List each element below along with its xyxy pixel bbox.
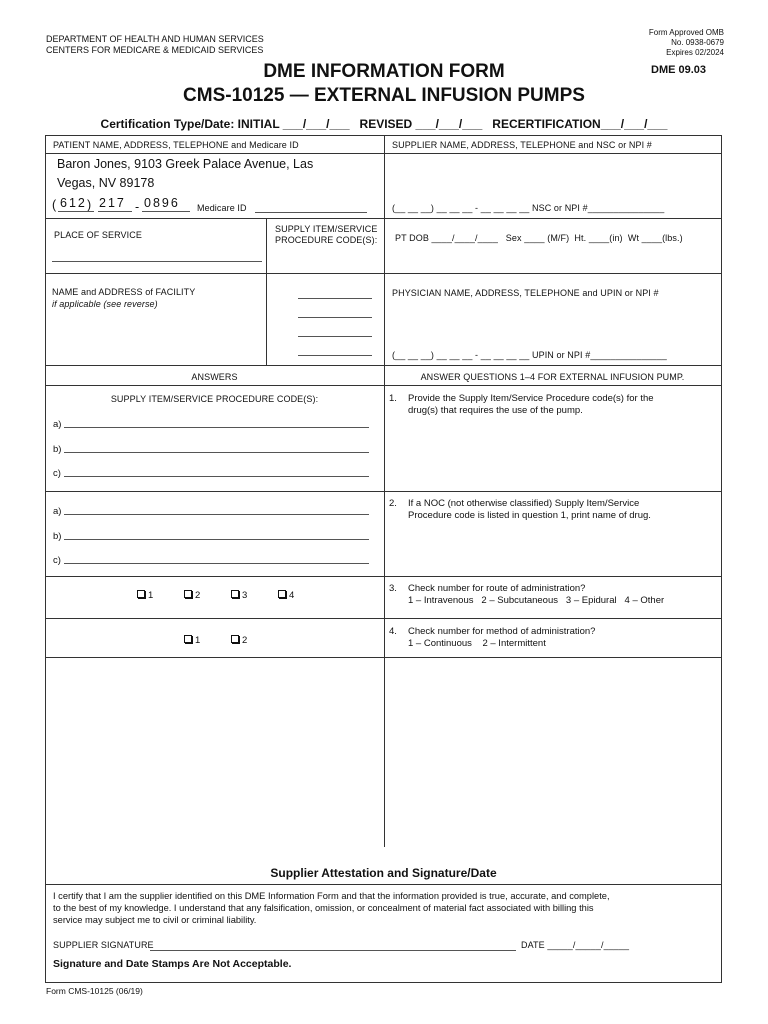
- underline: [58, 211, 94, 212]
- form-code: DME 09.03: [651, 64, 707, 76]
- omb-line-2: No. 0938-0679: [671, 38, 724, 47]
- attestation-text-line-2: to the best of my knowledge. I understand that any falsification, omission, or concealment of material fact associated with billing this: [53, 903, 594, 913]
- answer-letter-c: c): [53, 468, 61, 479]
- facility-label: NAME and ADDRESS of FACILITY: [52, 287, 196, 297]
- attestation-text-line-1: I certify that I am the supplier identified on this DME Information Form and that the information provided is true, accurate, and complete,: [53, 891, 610, 901]
- question-1-line-2: drug(s) that requires the use of the pump.: [408, 405, 583, 416]
- phone-prefix[interactable]: 217: [99, 196, 126, 210]
- question-2-line-1: If a NOC (not otherwise classified) Supply Item/Service: [408, 498, 640, 509]
- physician-header: PHYSICIAN NAME, ADDRESS, TELEPHONE and UPIN or NPI #: [392, 288, 659, 298]
- supply-codes-label: [275, 224, 377, 246]
- grid-line: [45, 884, 722, 885]
- place-of-service-field[interactable]: [52, 261, 262, 262]
- signature-label: SUPPLIER SIGNATURE: [53, 940, 154, 950]
- question-1-number: 1.: [389, 393, 397, 404]
- checkbox-icon: [184, 590, 192, 598]
- grid-line: [45, 365, 722, 366]
- date-field[interactable]: DATE _____/_____/_____: [521, 940, 630, 950]
- grid-line: [45, 218, 722, 219]
- signature-warning: Signature and Date Stamps Are Not Acceptable.: [53, 958, 292, 970]
- attestation-text-line-3: service may subject me to civil or criminal liability.: [53, 915, 257, 925]
- answer-letter-b: b): [53, 531, 62, 542]
- department-line-1: DEPARTMENT OF HEALTH AND HUMAN SERVICES: [46, 34, 264, 44]
- supplier-header: SUPPLIER NAME, ADDRESS, TELEPHONE and NSC or NPI #: [392, 140, 652, 150]
- questions-header: ANSWER QUESTIONS 1–4 FOR EXTERNAL INFUSION PUMP.: [420, 372, 685, 382]
- grid-line: [45, 618, 722, 619]
- checkbox-icon: [231, 635, 239, 643]
- grid-line: [45, 657, 722, 658]
- medicare-id-label: Medicare ID: [197, 203, 247, 213]
- omb-line-1: Form Approved OMB: [648, 28, 724, 37]
- route-option-2[interactable]: 2: [184, 585, 200, 603]
- checkbox-icon: [231, 590, 239, 598]
- title-line-2: CMS-10125 — EXTERNAL INFUSION PUMPS: [183, 85, 585, 106]
- question-4-number: 4.: [389, 626, 397, 637]
- certification-line: Certification Type/Date: INITIAL ___/___/___ REVISED ___/___/___ RECERTIFICATION___/___/___: [100, 117, 668, 131]
- phone-dash: -: [135, 200, 140, 214]
- grid-line: [45, 153, 722, 154]
- grid-line: [45, 982, 722, 983]
- supply-code-field[interactable]: [298, 298, 372, 299]
- grid-line: [45, 385, 722, 386]
- question-3-line-1: Check number for route of administration?: [408, 583, 586, 594]
- phone-open-paren: (: [52, 198, 57, 212]
- answer-letter-b: b): [53, 444, 62, 455]
- route-option-3[interactable]: 3: [231, 585, 247, 603]
- checkbox-icon: [184, 635, 192, 643]
- answer-1b-field[interactable]: [64, 452, 369, 453]
- attestation-text: [53, 890, 718, 926]
- patient-address-line-2[interactable]: Vegas, NV 89178: [57, 176, 155, 190]
- checkbox-icon: [278, 590, 286, 598]
- answer-letter-a: a): [53, 419, 62, 430]
- answer-1a-field[interactable]: [64, 427, 369, 428]
- question-2-line-2: Procedure code is listed in question 1, print name of drug.: [408, 510, 651, 521]
- grid-line: [45, 273, 722, 274]
- phone-close-paren: ): [87, 198, 92, 212]
- patient-address-line-1[interactable]: Baron Jones, 9103 Greek Palace Avenue, Las: [57, 157, 314, 171]
- supplier-phone-line[interactable]: (__ __ __) __ __ __ - __ __ __ __ NSC or NPI #_______________: [392, 203, 665, 213]
- question-3-number: 3.: [389, 583, 397, 594]
- grid-line: [45, 491, 722, 492]
- checkbox-icon: [137, 590, 145, 598]
- medicare-id-field[interactable]: [255, 212, 367, 213]
- grid-line: [266, 218, 267, 365]
- underline: [98, 211, 132, 212]
- answer-1c-field[interactable]: [64, 476, 369, 477]
- facility-sublabel: if applicable (see reverse): [52, 299, 158, 309]
- patient-header: PATIENT NAME, ADDRESS, TELEPHONE and Medicare ID: [53, 140, 299, 150]
- question-4-line-2: 1 – Continuous 2 – Intermittent: [408, 638, 546, 649]
- grid-line: [45, 576, 722, 577]
- physician-phone-line[interactable]: (__ __ __) __ __ __ - __ __ __ __ UPIN or NPI #_______________: [392, 350, 667, 360]
- patient-phone-row: [52, 196, 382, 216]
- grid-line: [721, 135, 722, 983]
- method-option-1[interactable]: 1: [184, 630, 200, 648]
- grid-line: [384, 657, 385, 847]
- route-option-4[interactable]: 4: [278, 585, 294, 603]
- title-line-1: DME INFORMATION FORM: [263, 61, 505, 82]
- patient-info-line[interactable]: PT DOB ____/____/____ Sex ____ (M/F) Ht. ____(in) Wt ____(lbs.): [395, 233, 683, 243]
- answer-2b-field[interactable]: [64, 539, 369, 540]
- answers-header: ANSWERS: [191, 372, 238, 382]
- method-option-2[interactable]: 2: [231, 630, 247, 648]
- question-1-line-1: Provide the Supply Item/Service Procedure code(s) for the: [408, 393, 654, 404]
- grid-line: [45, 135, 46, 983]
- codes-label: SUPPLY ITEM/SERVICE PROCEDURE CODE(S):: [110, 394, 319, 404]
- answer-2a-field[interactable]: [64, 514, 369, 515]
- place-of-service-label: PLACE OF SERVICE: [54, 230, 142, 240]
- answer-letter-c: c): [53, 555, 61, 566]
- route-option-1[interactable]: 1: [137, 585, 153, 603]
- answer-2c-field[interactable]: [64, 563, 369, 564]
- supply-codes-label-line-2: PROCEDURE CODE(S):: [275, 235, 378, 245]
- question-3-line-2: 1 – Intravenous 2 – Subcutaneous 3 – Epidural 4 – Other: [408, 595, 665, 606]
- supply-code-field[interactable]: [298, 336, 372, 337]
- department-line-2: CENTERS FOR MEDICARE & MEDICAID SERVICES: [46, 45, 264, 55]
- form-number-footer: Form CMS-10125 (06/19): [46, 986, 143, 996]
- phone-area-code[interactable]: 612: [60, 196, 87, 210]
- omb-approval: [649, 28, 724, 58]
- question-2-number: 2.: [389, 498, 397, 509]
- supply-code-field[interactable]: [298, 355, 372, 356]
- supply-code-field[interactable]: [298, 317, 372, 318]
- signature-field[interactable]: [150, 950, 516, 951]
- attestation-title: Supplier Attestation and Signature/Date: [270, 866, 497, 880]
- phone-suffix[interactable]: 0896: [144, 196, 180, 210]
- omb-line-3: Expires 02/2024: [666, 48, 724, 57]
- grid-line: [384, 135, 385, 657]
- underline: [142, 211, 190, 212]
- supply-codes-label-line-1: SUPPLY ITEM/SERVICE: [275, 224, 378, 234]
- question-4-line-1: Check number for method of administration?: [408, 626, 596, 637]
- answer-letter-a: a): [53, 506, 62, 517]
